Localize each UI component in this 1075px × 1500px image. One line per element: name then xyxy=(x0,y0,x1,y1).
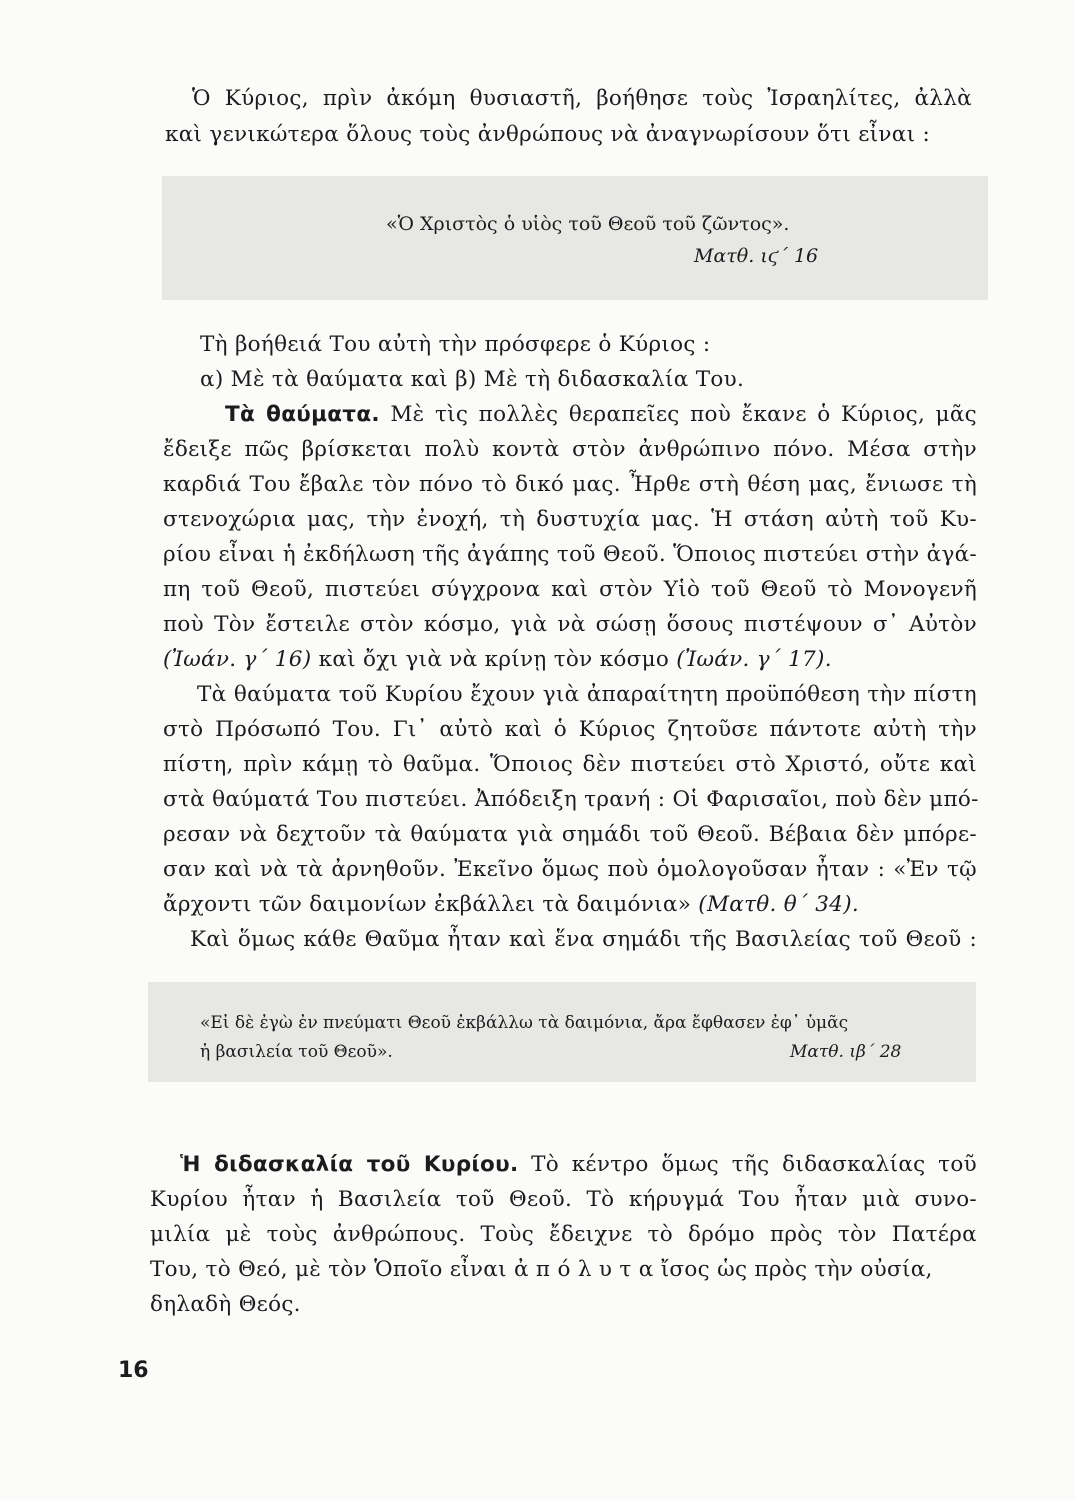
reference-ioan-3-16: (Ἰωάν. γ΄ 16) xyxy=(163,647,312,672)
faith-last-line-text: ἄρχοντι τῶν δαιμονίων ἐκβάλλει τὰ δαιμόνια» xyxy=(163,892,699,917)
quote-1-reference: Ματθ. ιϛ΄ 16 xyxy=(694,245,819,267)
intro-line-2: καὶ γενικώτερα ὅλους τοὺς ἀνθρώπους νὰ ἀναγνωρίσουν ὅτι εἶναι : xyxy=(165,122,930,147)
quote-1-text: «Ὁ Χριστὸς ὁ υἱὸς τοῦ Θεοῦ τοῦ ζῶντος». xyxy=(386,213,790,235)
quote-box-1 xyxy=(162,176,988,300)
faith-line: Τὰ θαύματα τοῦ Κυρίου ἔχουν γιὰ ἀπαραίτητη προϋπόθεση τὴν πίστη xyxy=(197,682,977,707)
faith-line: ρεσαν νὰ δεχτοῦν τὰ θαύματα γιὰ σημάδι τοῦ Θεοῦ. Βέβαια δὲν μπόρε- xyxy=(163,822,977,847)
quote-2-line-1: «Εἰ δὲ ἐγὼ ἐν πνεύματι Θεοῦ ἐκβάλλω τὰ δαιμόνια, ἄρα ἔφθασεν ἐφ᾽ ὑμᾶς xyxy=(200,1013,849,1033)
teaching-line: μιλία μὲ τοὺς ἀνθρώπους. Τοὺς ἔδειχνε τὸ δρόμο πρὸς τὸν Πατέρα xyxy=(150,1222,977,1247)
teaching-line-4-b: ἴσος ὡς πρὸς τὴν οὐσία, xyxy=(653,1257,933,1282)
teaching-first-line xyxy=(180,1148,977,1182)
faith-line: στὰ θαύματά Του πιστεύει. Ἀπόδειξη τρανή : Οἱ Φαρισαῖοι, ποὺ δὲν μπό- xyxy=(163,787,979,812)
miracles-line: πη τοῦ Θεοῦ, πιστεύει σύγχρονα καὶ στὸν Υἱὸ τοῦ Θεοῦ τὸ Μονογενῆ xyxy=(163,577,977,602)
faith-line: πίστη, πρὶν κάμῃ τὸ θαῦμα. Ὅποιος δὲν πιστεύει στὸ Χριστό, οὔτε καὶ xyxy=(163,752,977,777)
teaching-first-line-text: Τὸ κέντρο ὅμως τῆς διδασκαλίας τοῦ xyxy=(531,1152,977,1177)
miracles-line: ρίου εἶναι ἡ ἐκδήλωση τῆς ἀγάπης τοῦ Θεοῦ. Ὅποιος πιστεύει στὴν ἀγά- xyxy=(163,542,977,567)
quote-2-line-2: ἡ βασιλεία τοῦ Θεοῦ». xyxy=(200,1042,393,1062)
help-line-1: Τὴ βοήθειά Του αὐτὴ τὴν πρόσφερε ὁ Κύριος : xyxy=(200,332,711,357)
spaced-word: ἀ π ό λ υ τ α xyxy=(513,1257,654,1282)
teaching-line: Κυρίου ἦταν ἡ Βασιλεία τοῦ Θεοῦ. Τὸ κήρυγμά Του ἦταν μιὰ συνο- xyxy=(150,1187,977,1212)
miracles-line: στενοχώρια μας, τὴν ἐνοχή, τὴ δυστυχία μας. Ἡ στάση αὐτὴ τοῦ Κυ- xyxy=(163,507,977,532)
miracles-first-line xyxy=(225,398,977,432)
teaching-last-line: δηλαδὴ Θεός. xyxy=(150,1292,301,1317)
miracles-first-line-text: Μὲ τὶς πολλὲς θεραπεῖες ποὺ ἔκανε ὁ Κύριος, μᾶς xyxy=(390,402,977,427)
intro-line-1: Ὁ Κύριος, πρὶν ἀκόμη θυσιαστῆ, βοήθησε τοὺς Ἰσραηλίτες, ἀλλὰ xyxy=(192,86,972,111)
help-line-2: α) Μὲ τὰ θαύματα καὶ β) Μὲ τὴ διδασκαλία Του. xyxy=(200,367,745,392)
page-number: 16 xyxy=(118,1358,149,1383)
sign-line: Καὶ ὅμως κάθε Θαῦμα ἦταν καὶ ἕνα σημάδι τῆς Βασιλείας τοῦ Θεοῦ : xyxy=(190,927,977,952)
teaching-heading: Ἡ διδασκαλία τοῦ Κυρίου. xyxy=(180,1152,519,1177)
miracles-heading: Τὰ θαύματα. xyxy=(225,402,380,427)
miracles-line: καρδιά Του ἔβαλε τὸν πόνο τὸ δικό μας. Ἦρθε στὴ θέση μας, ἔνιωσε τὴ xyxy=(163,472,977,497)
quote-box-2 xyxy=(148,982,976,1082)
teaching-line-4 xyxy=(150,1253,933,1287)
reference-matth-9-34: (Ματθ. θ΄ 34). xyxy=(698,892,860,917)
miracles-last-line-text: καὶ ὄχι γιὰ νὰ κρίνῃ τὸν κόσμο xyxy=(311,647,677,672)
faith-line: στὸ Πρόσωπό Του. Γι᾽ αὐτὸ καὶ ὁ Κύριος ζητοῦσε πάντοτε αὐτὴ τὴν xyxy=(163,717,977,742)
faith-line: σαν καὶ νὰ τὰ ἀρνηθοῦν. Ἐκεῖνο ὅμως ποὺ ὁμολογοῦσαν ἦταν : «Ἐν τῷ xyxy=(163,857,977,882)
reference-ioan-3-17: (Ἰωάν. γ΄ 17). xyxy=(676,647,832,672)
faith-last-line xyxy=(163,888,859,922)
miracles-last-line xyxy=(163,643,832,677)
teaching-line-4-a: Του, τὸ Θεό, μὲ τὸν Ὁποῖο εἶναι xyxy=(150,1257,514,1282)
miracles-line: ποὺ Τὸν ἔστειλε στὸν κόσμο, γιὰ νὰ σώσῃ ὅσους πιστέψουν σ᾽ Αὐτὸν xyxy=(163,612,977,637)
quote-2-reference: Ματθ. ιβ΄ 28 xyxy=(790,1042,902,1062)
miracles-line: ἔδειξε πῶς βρίσκεται πολὺ κοντὰ στὸν ἀνθρώπινο πόνο. Μέσα στὴν xyxy=(163,437,977,462)
